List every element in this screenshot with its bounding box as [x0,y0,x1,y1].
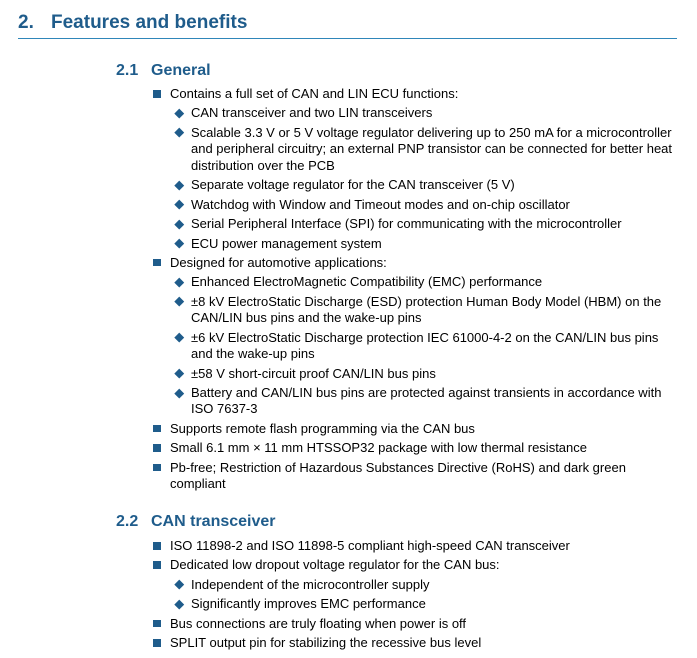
sub-list-item-text: Watchdog with Window and Timeout modes and on-chip oscillator [191,196,570,212]
sub-list-item [170,366,683,382]
square-bullet-icon [153,620,161,628]
sub-list-item-text: ECU power management system [191,235,382,251]
sub-list-item [170,105,683,121]
general-features-list [153,86,683,496]
sub-list-item-text: Independent of the microcontroller supply [191,576,430,592]
subsection-number: 2.1 [116,62,139,79]
subsection-heading-general [116,62,211,80]
section-number: 2. [18,12,34,33]
sub-list-item-text: Separate voltage regulator for the CAN transceiver (5 V) [191,177,515,193]
diamond-bullet-icon [175,297,184,306]
diamond-bullet-icon [175,333,184,342]
list-item-text: Bus connections are truly floating when power is off [170,615,467,631]
sub-list-item [170,125,683,174]
sub-list [170,105,683,251]
sub-list-item [170,236,683,252]
sub-list-item [170,330,683,363]
sub-list-item-text: Enhanced ElectroMagnetic Compatibility (EMC) performance [191,274,543,290]
sub-list-item [170,385,683,418]
list-item [153,635,683,651]
list-item-text: ISO 11898-2 and ISO 11898-5 compliant high-speed CAN transceiver [170,538,570,553]
diamond-bullet-icon [175,388,184,397]
list-item [153,440,683,456]
list-item-text: Small 6.1 mm × 11 mm HTSSOP32 package with low thermal resistance [170,440,587,456]
list-item-text: Contains a full set of CAN and LIN ECU functions: [170,86,459,101]
sub-list-item-text: CAN transceiver and two LIN transceivers [191,105,433,121]
sub-list-item-text: Battery and CAN/LIN bus pins are protected against transients in accordance with ISO 7637-3 [191,385,662,417]
list-item-text: Dedicated low dropout voltage regulator for the CAN bus: [170,557,500,573]
square-bullet-icon [153,425,161,433]
sub-list-item [170,596,683,612]
section-title: Features and benefits [51,12,248,33]
heading-rule [18,38,677,39]
diamond-bullet-icon [175,128,184,137]
sub-list [170,274,683,417]
list-item [153,255,683,418]
sub-list-item [170,294,683,327]
square-bullet-icon [153,639,161,647]
diamond-bullet-icon [175,219,184,228]
section-heading [18,12,247,34]
sub-list-item-text: Serial Peripheral Interface (SPI) for communicating with the microcontroller [191,216,622,232]
list-item [153,460,683,493]
can-transceiver-features-list [153,538,683,655]
subsection-heading-can-transceiver [116,513,276,531]
diamond-bullet-icon [175,600,184,609]
sub-list-item-text: Scalable 3.3 V or 5 V voltage regulator delivering up to 250 mA for a microcontroller and peripheral circuitry; an external PNP transistor can be connected for better heat distribution over the PCB [191,124,673,173]
sub-list-item [170,274,683,290]
diamond-bullet-icon [175,278,184,287]
square-bullet-icon [153,90,161,98]
list-item [153,86,683,252]
square-bullet-icon [153,542,161,550]
sub-list-item [170,177,683,193]
list-item-text: Supports remote flash programming via the CAN bus [170,420,475,436]
list-item [153,616,683,632]
sub-list-item-text: ±58 V short-circuit proof CAN/LIN bus pins [191,365,436,381]
diamond-bullet-icon [175,580,184,589]
subsection-title: CAN transceiver [151,513,276,530]
list-item [153,421,683,437]
diamond-bullet-icon [175,369,184,378]
list-item [153,538,683,554]
square-bullet-icon [153,464,161,472]
list-item-text: SPLIT output pin for stabilizing the recessive bus level [170,635,482,651]
diamond-bullet-icon [175,180,184,189]
sub-list-item-text: ±8 kV ElectroStatic Discharge (ESD) protection Human Body Model (HBM) on the CAN/LIN bus pins and the wake-up pins [191,293,662,326]
square-bullet-icon [153,561,161,569]
diamond-bullet-icon [175,109,184,118]
square-bullet-icon [153,259,161,267]
subsection-number: 2.2 [116,513,139,530]
list-item-text: Pb-free; Restriction of Hazardous Substances Directive (RoHS) and dark green compliant [170,459,626,492]
sub-list-item [170,197,683,213]
square-bullet-icon [153,444,161,452]
sub-list [170,577,683,613]
sub-list-item-text: Significantly improves EMC performance [191,596,426,612]
subsection-title: General [151,62,211,79]
list-item [153,557,683,612]
sub-list-item [170,216,683,232]
sub-list-item-text: ±6 kV ElectroStatic Discharge protection IEC 61000-4-2 on the CAN/LIN bus pins and the wake-up pins [191,329,659,362]
diamond-bullet-icon [175,200,184,209]
list-item-text: Designed for automotive applications: [170,254,387,270]
diamond-bullet-icon [175,239,184,248]
sub-list-item [170,577,683,593]
